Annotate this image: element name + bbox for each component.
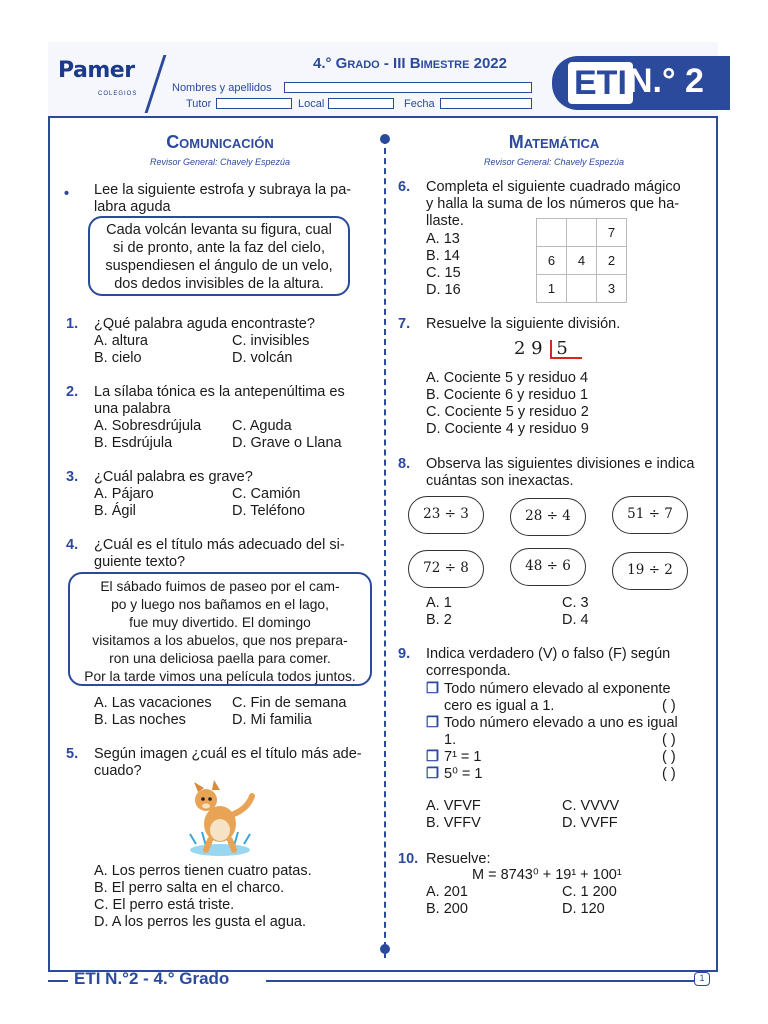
logo: Pamer xyxy=(58,58,135,83)
jumping-dog-illustration xyxy=(176,780,262,860)
q8-text-1: Observa las siguientes divisiones e indica xyxy=(426,456,695,472)
bullet-icon: • xyxy=(64,186,70,202)
q10-option-a[interactable]: A. 201 xyxy=(426,884,468,900)
footer-line-left xyxy=(48,980,68,982)
q9-answer-1[interactable]: ( ) xyxy=(662,698,676,714)
story-line: ron una deliciosa paella para comer. xyxy=(109,651,331,666)
reviewer-left: Revisor General: Chavely Espezúa xyxy=(149,157,291,167)
q9-option-c[interactable]: C. VVVV xyxy=(562,798,620,814)
poem-line: Cada volcán levanta su figura, cual xyxy=(106,222,332,238)
q9-text-2: corresponda. xyxy=(426,663,511,679)
q5-text-2: cuado? xyxy=(94,763,142,779)
q3-text: ¿Cuál palabra es grave? xyxy=(94,469,253,485)
section-title-matematica: Matemática xyxy=(508,132,600,152)
q9-statement-2a: Todo número elevado a uno es igual xyxy=(444,715,678,731)
division-cloud: 23 ÷ 3 xyxy=(408,496,484,534)
footer-line-right xyxy=(266,980,694,982)
q6-text-1: Completa el siguiente cuadrado mágico xyxy=(426,179,681,195)
q1-number: 1. xyxy=(66,316,79,332)
division-cloud: 72 ÷ 8 xyxy=(408,550,484,588)
q9-option-a[interactable]: A. VFVF xyxy=(426,798,481,814)
q4-text-2: guiente texto? xyxy=(94,554,186,570)
q9-statement-1b: cero es igual a 1. xyxy=(444,698,555,714)
q7-text: Resuelve la siguiente división. xyxy=(426,316,621,332)
checkbox-icon[interactable]: ❐ xyxy=(426,715,439,731)
q4-option-b[interactable]: B. Las noches xyxy=(94,712,186,728)
logo-subtitle: COLEGIOS xyxy=(98,91,138,97)
q7-option-a[interactable]: A. Cociente 5 y residuo 4 xyxy=(426,370,589,386)
q9-answer-3[interactable]: ( ) xyxy=(662,749,676,765)
checkbox-icon[interactable]: ❐ xyxy=(426,681,439,697)
division-cloud: 28 ÷ 4 xyxy=(510,498,586,536)
q5-option-b[interactable]: B. El perro salta en el charco. xyxy=(94,880,285,896)
q8-number: 8. xyxy=(398,456,411,472)
magic-cell: 7 xyxy=(597,219,627,247)
q5-option-d[interactable]: D. A los perros les gusta el agua. xyxy=(94,914,306,930)
q6-text-2: y halla la suma de los números que ha- xyxy=(426,196,680,212)
date-field[interactable] xyxy=(440,98,532,109)
q10-option-b[interactable]: B. 200 xyxy=(426,901,468,917)
division-cloud: 51 ÷ 7 xyxy=(612,496,688,534)
q10-text: Resuelve: xyxy=(426,851,491,867)
checkbox-icon[interactable]: ❐ xyxy=(426,766,439,782)
story-line: El sábado fuimos de paseo por el cam- xyxy=(100,579,340,594)
q7-option-b[interactable]: B. Cociente 6 y residuo 1 xyxy=(426,387,589,403)
q2-option-b[interactable]: B. Esdrújula xyxy=(94,435,173,451)
divider-dot-top xyxy=(380,134,390,144)
q10-formula: M = 8743⁰ + 19¹ + 100¹ xyxy=(472,867,622,883)
q6-text-3: llaste. xyxy=(426,213,464,229)
q9-number: 9. xyxy=(398,646,411,662)
story-line: fue muy divertido. El domingo xyxy=(129,615,311,630)
q4-option-c[interactable]: C. Fin de semana xyxy=(232,695,347,711)
q9-statement-4: 5⁰ = 1 xyxy=(444,766,483,782)
q1-text: ¿Qué palabra aguda encontraste? xyxy=(94,316,315,332)
magic-cell: 2 xyxy=(597,247,627,275)
intro-line-1: Lee la siguiente estrofa y subraya la pa- xyxy=(94,182,352,198)
date-label: Fecha xyxy=(404,98,435,110)
magic-cell: 6 xyxy=(537,247,567,275)
column-divider xyxy=(384,138,386,958)
magic-cell: 1 xyxy=(537,275,567,303)
q2-text-1: La sílaba tónica es la antepenúltima es xyxy=(94,384,345,400)
magic-cell: 4 xyxy=(567,247,597,275)
q8-option-d[interactable]: D. 4 xyxy=(562,612,589,628)
q9-statement-1a: Todo número elevado al exponente xyxy=(444,681,671,697)
magic-cell[interactable] xyxy=(537,219,567,247)
division-cloud: 19 ÷ 2 xyxy=(612,552,688,590)
local-field[interactable] xyxy=(328,98,394,109)
reviewer-right: Revisor General: Chavely Espezúa xyxy=(483,157,625,167)
q1-option-d[interactable]: D. volcán xyxy=(232,350,293,366)
q10-option-c[interactable]: C. 1 200 xyxy=(562,884,617,900)
q9-answer-4[interactable]: ( ) xyxy=(662,766,676,782)
story-line: Por la tarde vimos una película todos juntos. xyxy=(84,669,356,684)
q9-text-1: Indica verdadero (V) o falso (F) según xyxy=(426,646,671,662)
grade-title: 4.° Grado - III Bimestre 2022 xyxy=(313,55,507,72)
magic-square xyxy=(536,218,627,303)
q4-number: 4. xyxy=(66,537,79,553)
division-cloud: 48 ÷ 6 xyxy=(510,548,586,586)
divisor: 5 xyxy=(550,340,581,359)
divider-dot-bottom xyxy=(380,944,390,954)
name-label: Nombres y apellidos xyxy=(172,82,272,94)
checkbox-icon[interactable]: ❐ xyxy=(426,749,439,765)
poem-line: si de pronto, ante la faz del cielo, xyxy=(113,240,325,256)
q2-text-2: una palabra xyxy=(94,401,171,417)
q5-option-c[interactable]: C. El perro está triste. xyxy=(94,897,235,913)
poem-line: suspendiesen el ángulo de un velo, xyxy=(105,258,333,274)
q9-option-b[interactable]: B. VFFV xyxy=(426,815,481,831)
dividend: 2 9 xyxy=(514,338,543,359)
poem-line: dos dedos invisibles de la altura. xyxy=(114,276,324,292)
q9-statement-2b: 1. xyxy=(444,732,457,748)
q3-number: 3. xyxy=(66,469,79,485)
name-field[interactable] xyxy=(284,82,532,93)
footer-title: ETI N.°2 - 4.° Grado xyxy=(74,969,230,988)
q10-number: 10. xyxy=(398,851,419,867)
q5-option-a[interactable]: A. Los perros tienen cuatro patas. xyxy=(94,863,312,879)
long-division xyxy=(514,340,582,359)
page-number: 1 xyxy=(694,972,710,986)
q6-option-a[interactable]: A. 13 xyxy=(426,231,460,247)
story-box xyxy=(68,572,372,686)
q3-option-a[interactable]: A. Pájaro xyxy=(94,486,154,502)
local-label: Local xyxy=(298,98,325,110)
q8-option-a[interactable]: A. 1 xyxy=(426,595,452,611)
q1-option-a[interactable]: A. altura xyxy=(94,333,148,349)
q4-text-1: ¿Cuál es el título más adecuado del si- xyxy=(94,537,345,553)
eti-number: N.° 2 xyxy=(628,62,704,100)
q4-option-a[interactable]: A. Las vacaciones xyxy=(94,695,212,711)
story-line: visitamos a los abuelos, que nos prepara- xyxy=(92,633,348,648)
tutor-field[interactable] xyxy=(216,98,292,109)
q6-option-d[interactable]: D. 16 xyxy=(426,282,461,298)
q3-option-d[interactable]: D. Teléfono xyxy=(232,503,306,519)
q9-answer-2[interactable]: ( ) xyxy=(662,732,676,748)
q4-option-d[interactable]: D. Mi familia xyxy=(232,712,312,728)
q5-number: 5. xyxy=(66,746,79,762)
q7-option-c[interactable]: C. Cociente 5 y residuo 2 xyxy=(426,404,589,420)
q2-option-d[interactable]: D. Grave o Llana xyxy=(232,435,342,451)
q7-option-d[interactable]: D. Cociente 4 y residuo 9 xyxy=(426,421,589,437)
q6-option-b[interactable]: B. 14 xyxy=(426,248,460,264)
story-line: po y luego nos bañamos en el lago, xyxy=(111,597,329,612)
magic-cell: 3 xyxy=(597,275,627,303)
q6-number: 6. xyxy=(398,179,411,195)
q3-option-c[interactable]: C. Camión xyxy=(232,486,301,502)
magic-cell[interactable] xyxy=(567,219,597,247)
q1-option-c[interactable]: C. invisibles xyxy=(232,333,310,349)
q5-text-1: Según imagen ¿cuál es el título más ade- xyxy=(94,746,362,762)
section-title-comunicacion: Comunicación xyxy=(166,132,274,152)
q7-number: 7. xyxy=(398,316,411,332)
q8-text-2: cuántas son inexactas. xyxy=(426,473,574,489)
poem-box xyxy=(88,216,350,296)
q9-statement-3: 7¹ = 1 xyxy=(444,749,482,765)
q3-option-b[interactable]: B. Ágil xyxy=(94,503,136,519)
q6-option-c[interactable]: C. 15 xyxy=(426,265,461,281)
q2-option-a[interactable]: A. Sobresdrújula xyxy=(94,418,202,434)
q9-option-d[interactable]: D. VVFF xyxy=(562,815,618,831)
q2-number: 2. xyxy=(66,384,79,400)
q8-option-b[interactable]: B. 2 xyxy=(426,612,452,628)
eti-label: ETI xyxy=(568,62,633,104)
tutor-label: Tutor xyxy=(186,98,212,110)
q1-option-b[interactable]: B. cielo xyxy=(94,350,142,366)
magic-cell[interactable] xyxy=(567,275,597,303)
intro-line-2: labra aguda xyxy=(94,199,171,215)
q2-option-c[interactable]: C. Aguda xyxy=(232,418,292,434)
q8-option-c[interactable]: C. 3 xyxy=(562,595,589,611)
q10-option-d[interactable]: D. 120 xyxy=(562,901,605,917)
